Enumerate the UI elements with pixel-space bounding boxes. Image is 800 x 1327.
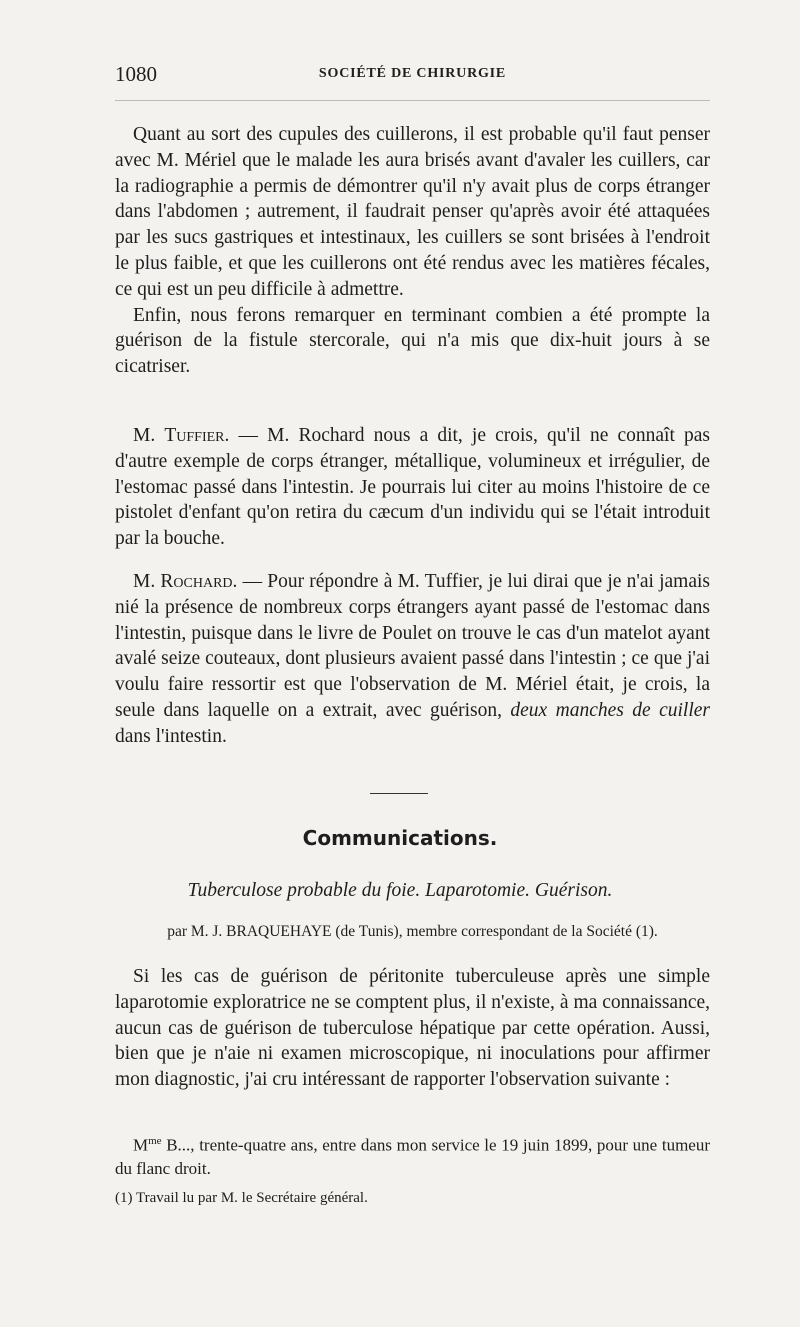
- paragraph-cupules: Quant au sort des cupules des cuillerons, il est probable qu'il faut penser avec M. Mériel que le malade les aura brisés avant d'avaler les cuillers, car la radiographie a permis de démontrer qu'il n'y avait plus de corps étranger dans l'abdomen ; autrement, il faudrait penser qu'après avoir été attaquées par les sucs gastriques et intestinaux, les cuillers se sont brisées à l'endroit le plus faible, et que les cuillerons ont été rendus avec les matières fécales, ce qui est un peu difficile à admettre.: [115, 124, 710, 300]
- discussion-tuffier: [115, 423, 710, 552]
- paragraph-tuffier: [115, 423, 710, 552]
- section-separator: [370, 793, 428, 794]
- section-title: Communications.: [302, 826, 498, 850]
- footnote: (1) Travail lu par M. le Secrétaire général.: [115, 1190, 368, 1206]
- paragraph-enfin: Enfin, nous ferons remarquer en terminant combien a été prompte la guérison de la fistule stercorale, qui n'a mis que dix-huit jours à se cicatriser.: [115, 304, 710, 378]
- paragraph-group-1: [115, 122, 710, 380]
- speaker-name-tuffier: Tuffier: [164, 425, 225, 446]
- rochard-tail: dans l'intestin.: [115, 725, 227, 747]
- paragraph-observation: [115, 1130, 710, 1180]
- rochard-text: . — Pour répondre à M. Tuffier, je lui dirai que je n'ai jamais nié la présence de nombreux corps étrangers ayant passé de l'estomac dans l'intestin, puisque dans le livre de Poulet on trouve le cas d'un matelot ayant avalé seize couteaux, dont plusieurs avaient passé dans l'intestin ; ce que j'ai voulu faire ressortir est que l'observation de M. Mériel était, je crois, la seule dans laquelle on a extrait, avec guérison,: [115, 571, 710, 721]
- article-byline: par M. J. BRAQUEHAYE (de Tunis), membre correspondant de la Société (1).: [167, 923, 658, 940]
- page-number: 1080: [115, 62, 157, 86]
- rochard-emphasis: deux manches de cuiller: [510, 699, 710, 721]
- paragraph-intro: Si les cas de guérison de péritonite tuberculeuse après une simple laparotomie exploratrice ne se comptent plus, il n'existe, à ma connaissance, aucun cas de guérison de tuberculose hépatique par cette opération. Aussi, bien que je n'aie ni examen microscopique, ni inoculations pour affirmer mon diagnostic, j'ai cru intéressant de rapporter l'observation suivante :: [115, 966, 710, 1091]
- paragraph-group-2: [115, 964, 710, 1093]
- header-rule: [115, 100, 710, 101]
- speaker-prefix: M.: [133, 425, 165, 446]
- observation-sup: me: [148, 1135, 162, 1147]
- page-header: [115, 62, 710, 92]
- running-title: SOCIÉTÉ DE CHIRURGIE: [318, 66, 507, 81]
- observation-block: [115, 1130, 710, 1180]
- paragraph-rochard: [115, 569, 710, 750]
- observation-text: B..., trente-quatre ans, entre dans mon service le 19 juin 1899, pour une tumeur du flanc droit.: [115, 1135, 710, 1178]
- discussion-rochard: [115, 569, 710, 750]
- tuffier-text: . — M. Rochard nous a dit, je crois, qu'il ne connaît pas d'autre exemple de corps étranger, métallique, volumineux et irrégulier, de l'estomac passé dans l'intestin. Je pourrais lui citer au moins l'histoire de ce pistolet d'enfant qu'on retira du cæcum d'un individu qui se l'était introduit par la bouche.: [115, 425, 710, 550]
- observation-prefix: M: [133, 1135, 149, 1155]
- article-title: Tuberculose probable du foie. Laparotomie. Guérison.: [187, 880, 613, 901]
- speaker-prefix: M.: [133, 571, 161, 592]
- speaker-name-rochard: Rochard: [160, 571, 233, 592]
